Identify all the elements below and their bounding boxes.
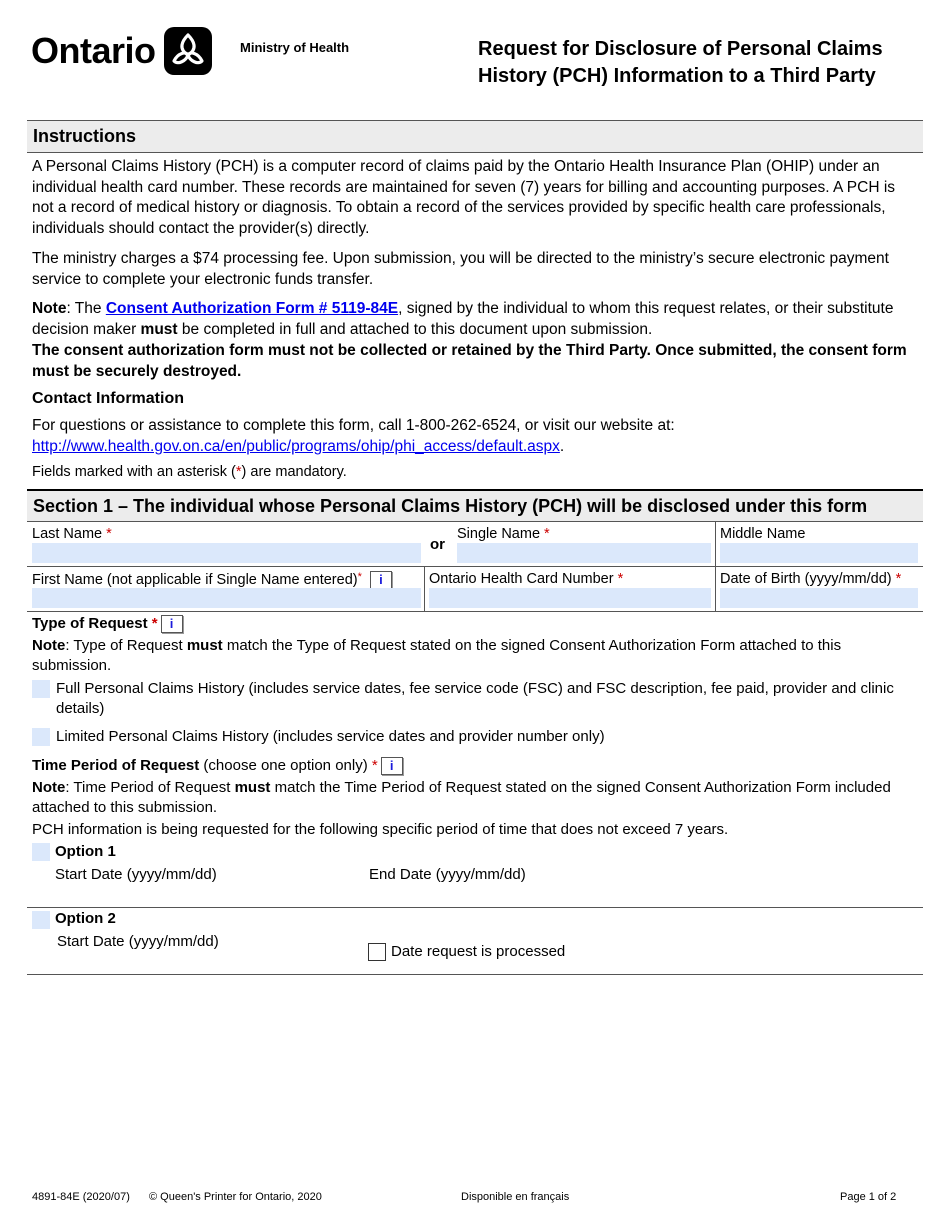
copyright: © Queen's Printer for Ontario, 2020 <box>149 1191 322 1203</box>
form-header <box>0 0 950 110</box>
asterisk-symbol: * <box>235 464 242 480</box>
option-2-label: Option 2 <box>55 910 116 927</box>
instructions-para-1: A Personal Claims History (PCH) is a computer record of claims paid by the Ontario Health Insurance Plan (OHIP) under an individual health card number. These records are maintained for seven (7) years for billing and accounting purposes. A PCH is not a record of medical history or diagnosis. To obtain a record of the services provided by specific health care professionals, individuals should contact the provider(s) directly. <box>32 158 896 237</box>
contact-heading: Contact Information <box>32 390 184 407</box>
grid-divider <box>424 566 425 612</box>
contact-period: . <box>559 437 565 455</box>
type-of-request-note <box>32 636 912 675</box>
note-label: Note <box>32 779 66 796</box>
first-name-info-button[interactable]: i <box>370 571 392 589</box>
first-name-label <box>32 571 392 589</box>
type-of-request-heading-text: Type of Request <box>32 615 148 632</box>
grid-divider <box>27 566 923 567</box>
single-name-input[interactable] <box>457 543 711 563</box>
page-number: Page 1 of 2 <box>840 1191 897 1203</box>
type-of-request-info-button[interactable]: i <box>161 615 183 633</box>
grid-divider <box>715 522 716 612</box>
instructions-heading: Instructions <box>27 120 923 153</box>
time-period-info-button[interactable]: i <box>381 757 403 775</box>
option-1-start-date-label: Start Date (yyyy/mm/dd) <box>55 866 217 883</box>
mandatory-text: ) are mandatory. <box>241 464 347 480</box>
option-2-start-date-label: Start Date (yyyy/mm/dd) <box>57 933 219 950</box>
last-name-label-text: Last Name <box>32 526 103 542</box>
time-period-heading-text: Time Period of Request <box>32 757 200 774</box>
last-name-input[interactable] <box>32 543 421 563</box>
contact-description: For questions or assistance to complete this form, call 1-800-262-6524, or visit our website at: <box>32 417 675 434</box>
note-text: be completed in full and attached to this document upon submission. <box>177 320 653 338</box>
consent-form-link[interactable]: Consent Authorization Form # 5119-84E <box>105 300 399 317</box>
contact-text <box>32 416 917 457</box>
full-pch-checkbox[interactable] <box>32 680 50 698</box>
asterisk-symbol: * <box>151 615 158 632</box>
first-name-label-text: First Name (not applicable if Single Name entered) <box>32 571 358 588</box>
health-card-label-text: Ontario Health Card Number <box>429 571 614 587</box>
consent-note <box>32 299 917 340</box>
asterisk-symbol: * <box>544 526 550 542</box>
mandatory-text: Fields marked with an asterisk ( <box>32 464 236 480</box>
time-period-heading <box>32 756 403 776</box>
grid-divider <box>27 611 923 612</box>
asterisk-symbol: * <box>106 526 112 542</box>
french-availability: Disponible en français <box>461 1191 570 1203</box>
option-1-checkbox[interactable] <box>32 843 50 861</box>
type-of-request-heading <box>32 614 183 634</box>
note-must: must <box>140 320 178 338</box>
or-separator: or <box>430 536 445 553</box>
asterisk-symbol: * <box>617 571 624 587</box>
note-text: match the Type of Request stated on the signed Consent Authorization Form attached to this submission. <box>32 637 842 674</box>
time-period-note <box>32 778 912 817</box>
last-name-label <box>32 526 112 542</box>
option-2-checkbox[interactable] <box>32 911 50 929</box>
limited-pch-label: Limited Personal Claims History (includes service dates and provider number only) <box>56 728 605 745</box>
note-text: match the Time Period of Request stated on the signed Consent Authorization Form included attached to this submission. <box>32 779 891 816</box>
ontario-logo-text: Ontario <box>31 30 156 71</box>
option-1-end-date-label: End Date (yyyy/mm/dd) <box>369 866 526 883</box>
first-name-input[interactable] <box>32 588 421 608</box>
consent-warning: The consent authorization form must not be collected or retained by the Third Party. Once submitted, the consent form must be securely destroyed. <box>32 342 907 380</box>
dob-label <box>720 571 901 587</box>
date-processed-label: Date request is processed <box>391 943 566 960</box>
note-text: , signed by the individual to whom this request relates, or their substitute decision maker <box>32 300 894 338</box>
health-card-label <box>429 571 623 587</box>
single-name-label <box>457 526 550 542</box>
section-1-heading: Section 1 – The individual whose Personal Claims History (PCH) will be disclosed under this form <box>27 489 923 522</box>
ontario-trillium-icon <box>164 27 212 75</box>
asterisk-symbol: * <box>895 571 902 587</box>
middle-name-input[interactable] <box>720 543 918 563</box>
option-divider <box>27 907 923 908</box>
contact-website-link[interactable]: http://www.health.gov.on.ca/en/public/programs/ohip/phi_access/default.aspx <box>32 437 560 455</box>
mandatory-note <box>32 462 917 483</box>
full-pch-label: Full Personal Claims History (includes service dates, fee service code (FSC) and FSC description, fee paid, provider and clinic details) <box>56 680 894 717</box>
form-number: 4891-84E (2020/07) <box>32 1191 130 1203</box>
ministry-name: Ministry of Health <box>240 40 350 55</box>
section-end-divider <box>27 974 923 975</box>
health-card-input[interactable] <box>429 588 711 608</box>
period-description: PCH information is being requested for the following specific period of time that does not exceed 7 years. <box>32 821 729 838</box>
option-1-label: Option 1 <box>55 843 116 860</box>
note-text: : Type of Request <box>65 637 187 654</box>
middle-name-label: Middle Name <box>720 526 806 542</box>
asterisk-symbol: * <box>371 757 378 774</box>
form-title-line-1: Request for Disclosure of Personal Claims <box>478 38 883 60</box>
note-must: must <box>234 779 271 796</box>
note-text: : The <box>66 300 106 317</box>
dob-label-text: Date of Birth (yyyy/mm/dd) <box>720 571 892 587</box>
note-label: Note <box>32 300 67 317</box>
date-processed-checkbox[interactable] <box>368 943 386 961</box>
limited-pch-checkbox[interactable] <box>32 728 50 746</box>
instructions-para-2: The ministry charges a $74 processing fee. Upon submission, you will be directed to the ministry’s secure electronic payment service to complete your electronic funds transfer. <box>32 250 889 288</box>
form-title-line-2: History (PCH) Information to a Third Party <box>478 65 876 87</box>
time-period-qualifier: (choose one option only) <box>199 757 372 774</box>
form-title <box>478 36 938 90</box>
note-label: Note <box>32 637 66 654</box>
note-must: must <box>186 637 223 654</box>
asterisk-symbol: * <box>357 571 362 583</box>
note-text: : Time Period of Request <box>65 779 235 796</box>
single-name-label-text: Single Name <box>457 526 541 542</box>
dob-input[interactable] <box>720 588 918 608</box>
